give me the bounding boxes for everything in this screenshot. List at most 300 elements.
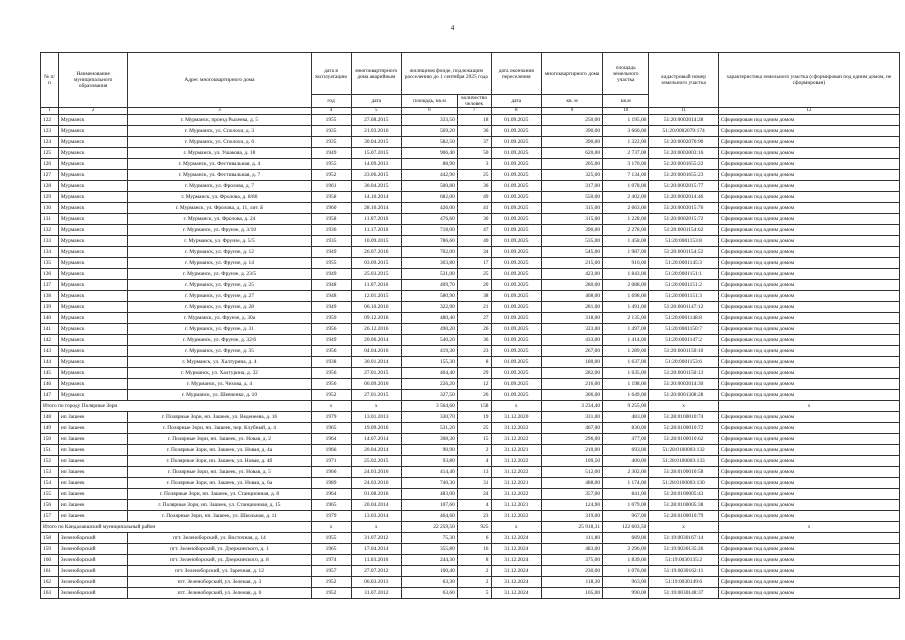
address-cell: г. Мурманск, ул. Фрунзе, д. 31 bbox=[128, 324, 311, 335]
year-cell: 1957 bbox=[311, 566, 351, 577]
cadastral-cell: 51:28:0100010:58 bbox=[649, 467, 718, 478]
planned-date-cell: 01.09.2025 bbox=[491, 269, 542, 280]
planned-date-cell: 01.09.2025 bbox=[491, 236, 542, 247]
address-cell: г. Мурманск, ул. Фрунзе, д. 28 bbox=[128, 302, 311, 313]
land-area-cell: 1 079,00 bbox=[603, 500, 649, 511]
area-cell: 75,30 bbox=[402, 533, 458, 544]
mkd-area-cell: 111,80 bbox=[542, 533, 603, 544]
total-people-cell: 158 bbox=[457, 401, 491, 412]
table-row bbox=[41, 489, 900, 500]
date-cell: 26.12.2016 bbox=[351, 324, 402, 335]
people-cell: 8 bbox=[457, 555, 491, 566]
cadastral-cell: 51:20:0001150:7 bbox=[649, 324, 718, 335]
date-cell: 30.04.2015 bbox=[351, 137, 402, 148]
year-cell: 1949 bbox=[311, 148, 351, 159]
date-cell: 14.10.2014 bbox=[351, 192, 402, 203]
municipality-cell: нп Зашеек bbox=[58, 511, 127, 522]
planned-date-cell: 31.12.2022 bbox=[491, 434, 542, 445]
cadastral-cell: 51:19:0030148:37 bbox=[649, 588, 718, 599]
land-desc-cell: Сформирован под одним домом bbox=[718, 269, 899, 280]
cadastral-cell: 51:20:0003003:16 bbox=[649, 148, 718, 159]
area-cell: 906,40 bbox=[402, 148, 458, 159]
planned-date-cell: 01.09.2025 bbox=[491, 214, 542, 225]
land-desc-cell: Сформирован под одним домом bbox=[718, 225, 899, 236]
address-cell: г. Полярные Зори, нп. Зашеек, ул. Веденеева, д. 16 bbox=[128, 412, 311, 423]
header-address: Адрес многоквартирного дома bbox=[128, 53, 311, 108]
area-cell: 476,60 bbox=[402, 214, 458, 225]
municipality-cell: Мурманск bbox=[58, 258, 127, 269]
address-cell: г. Мурманск, ул. Фрунзе, д. 35 bbox=[128, 346, 311, 357]
row-num: 150 bbox=[41, 434, 59, 445]
land-area-cell: 963,00 bbox=[603, 577, 649, 588]
people-cell: 16 bbox=[457, 544, 491, 555]
table-row bbox=[41, 357, 900, 368]
municipality-cell: Мурманск bbox=[58, 379, 127, 390]
table-body bbox=[41, 115, 900, 599]
land-desc-cell: Сформирован под одним домом bbox=[718, 500, 899, 511]
planned-date-cell: 01.09.2025 bbox=[491, 357, 542, 368]
area-cell: 308,30 bbox=[402, 434, 458, 445]
total-land-area-cell: 9 255,00 bbox=[603, 401, 649, 412]
land-desc-cell: Сформирован под одним домом bbox=[718, 566, 899, 577]
planned-date-cell: 01.09.2025 bbox=[491, 137, 542, 148]
row-num: 137 bbox=[41, 280, 59, 291]
row-num: 130 bbox=[41, 203, 59, 214]
row-num: 142 bbox=[41, 335, 59, 346]
planned-date-cell: 01.09.2025 bbox=[491, 390, 542, 401]
land-area-cell: 400,00 bbox=[603, 456, 649, 467]
address-cell: г. Мурманск, ул. Фрунзе, д. 12 bbox=[128, 247, 311, 258]
municipality-cell: нп Зашеек bbox=[58, 478, 127, 489]
mkd-area-cell: 118,30 bbox=[542, 577, 603, 588]
address-cell: г. Мурманск, ул. Фрунзе, д. 32/6 bbox=[128, 335, 311, 346]
year-cell: 1958 bbox=[311, 192, 351, 203]
municipality-cell: Зеленоборский bbox=[58, 588, 127, 599]
cadastral-cell: 51:20:0002014:46 bbox=[649, 192, 718, 203]
planned-date-cell: 31.12.2024 bbox=[491, 533, 542, 544]
people-cell: 6 bbox=[457, 533, 491, 544]
row-num: 151 bbox=[41, 445, 59, 456]
table-row bbox=[41, 588, 900, 599]
year-cell: 1955 bbox=[311, 159, 351, 170]
date-cell: 13.01.2013 bbox=[351, 412, 402, 423]
municipality-cell: Мурманск bbox=[58, 357, 127, 368]
total-land-desc-cell: x bbox=[718, 522, 899, 533]
total-label: Итого по Кандалакшский муниципальный район bbox=[41, 522, 312, 533]
land-desc-cell: Сформирован под одним домом bbox=[718, 214, 899, 225]
cadastral-cell: 51:20:0001150:13 bbox=[649, 368, 718, 379]
table-row bbox=[41, 379, 900, 390]
date-cell: 10.09.2015 bbox=[351, 236, 402, 247]
date-cell: 12.01.2015 bbox=[351, 291, 402, 302]
planned-date-cell: 31.12.2022 bbox=[491, 467, 542, 478]
cadastral-cell: 51:20:0001147:12 bbox=[649, 302, 718, 313]
area-cell: 63,30 bbox=[402, 577, 458, 588]
planned-date-cell: 31.12.2021 bbox=[491, 445, 542, 456]
area-cell: 580,90 bbox=[402, 291, 458, 302]
row-num: 153 bbox=[41, 467, 59, 478]
planned-date-cell: 01.09.2025 bbox=[491, 346, 542, 357]
row-num: 136 bbox=[41, 269, 59, 280]
table-row bbox=[41, 500, 900, 511]
area-cell: 786,60 bbox=[402, 236, 458, 247]
mkd-area-cell: 423,00 bbox=[542, 269, 603, 280]
row-num: 143 bbox=[41, 346, 59, 357]
planned-date-cell: 01.09.2025 bbox=[491, 148, 542, 159]
land-desc-cell: Сформирован под одним домом bbox=[718, 148, 899, 159]
header-planned: дата окончания переселения bbox=[491, 53, 542, 95]
column-number: 6 bbox=[402, 108, 458, 115]
table-row bbox=[41, 445, 900, 456]
total-people-cell: 925 bbox=[457, 522, 491, 533]
address-cell: г. Полярные Зори, нп. Зашеек, ул. Новая, д. 4а bbox=[128, 445, 311, 456]
municipality-cell: Зеленоборский bbox=[58, 555, 127, 566]
address-cell: пгт. Зеленоборский, ул. Зеленая, д. 6 bbox=[128, 588, 311, 599]
date-cell: 24.03.2016 bbox=[351, 478, 402, 489]
year-cell: 1949 bbox=[311, 302, 351, 313]
mkd-area-cell: 230,00 bbox=[542, 566, 603, 577]
land-area-cell: 1 198,00 bbox=[603, 379, 649, 390]
municipality-cell: Мурманск bbox=[58, 137, 127, 148]
year-cell: 1965 bbox=[311, 500, 351, 511]
table-row bbox=[41, 258, 900, 269]
people-cell: 36 bbox=[457, 335, 491, 346]
land-desc-cell: Сформирован под одним домом bbox=[718, 247, 899, 258]
land-area-cell: 2 737,00 bbox=[603, 148, 649, 159]
cadastral-cell: 51:19:0030149:6 bbox=[649, 577, 718, 588]
area-cell: 531,00 bbox=[402, 269, 458, 280]
row-num: 149 bbox=[41, 423, 59, 434]
row-num: 132 bbox=[41, 225, 59, 236]
people-cell: 13 bbox=[457, 467, 491, 478]
mkd-area-cell: 319,00 bbox=[542, 511, 603, 522]
date-cell: 14.07.2014 bbox=[351, 434, 402, 445]
area-cell: 483,00 bbox=[402, 489, 458, 500]
land-area-cell: 1 195,00 bbox=[603, 115, 649, 126]
year-cell: 1949 bbox=[311, 269, 351, 280]
planned-date-cell: 31.12.2024 bbox=[491, 588, 542, 599]
table-row bbox=[41, 478, 900, 489]
land-desc-cell: Сформирован под одним домом bbox=[718, 181, 899, 192]
land-desc-cell: Сформирован под одним домом bbox=[718, 368, 899, 379]
land-desc-cell: Сформирован под одним домом bbox=[718, 390, 899, 401]
land-desc-cell: Сформирован под одним домом bbox=[718, 412, 899, 423]
municipality-cell: Зеленоборский bbox=[58, 544, 127, 555]
area-cell: 414,40 bbox=[402, 467, 458, 478]
cadastral-cell: 51:20:0001147:2 bbox=[649, 335, 718, 346]
people-cell: 15 bbox=[457, 434, 491, 445]
land-area-cell: 1 843,00 bbox=[603, 269, 649, 280]
date-cell: 30.04.2015 bbox=[351, 181, 402, 192]
people-cell: 37 bbox=[457, 137, 491, 148]
planned-date-cell: 31.12.2024 bbox=[491, 577, 542, 588]
table-row bbox=[41, 533, 900, 544]
address-cell: г. Полярные Зори, нп. Зашеек, пер. Клубный, д. 4 bbox=[128, 423, 311, 434]
table-row bbox=[41, 137, 900, 148]
mkd-area-cell: 375,00 bbox=[542, 555, 603, 566]
land-desc-cell: Сформирован под одним домом bbox=[718, 456, 899, 467]
municipality-cell: Мурманск bbox=[58, 181, 127, 192]
land-desc-cell: Сформирован под одним домом bbox=[718, 357, 899, 368]
people-cell: 38 bbox=[457, 291, 491, 302]
column-number: 7 bbox=[457, 108, 491, 115]
cadastral-cell: 51:20:0001154:62 bbox=[649, 225, 718, 236]
land-area-cell: 2 296,00 bbox=[603, 544, 649, 555]
mkd-area-cell: 281,00 bbox=[542, 302, 603, 313]
date-cell: 23.06.2015 bbox=[351, 170, 402, 181]
row-num: 138 bbox=[41, 291, 59, 302]
people-cell: 2 bbox=[457, 445, 491, 456]
table-row bbox=[41, 412, 900, 423]
area-cell: 740,30 bbox=[402, 478, 458, 489]
address-cell: пгт. Зеленоборский, ул. Дзержинского, д. 1 bbox=[128, 544, 311, 555]
area-cell: 226,20 bbox=[402, 379, 458, 390]
mkd-area-cell: 390,00 bbox=[542, 137, 603, 148]
people-cell: 21 bbox=[457, 302, 491, 313]
area-cell: 500,80 bbox=[402, 181, 458, 192]
year-cell: 1952 bbox=[311, 577, 351, 588]
address-cell: г. Мурманск, ул. Фрунзе, д. 5/5 bbox=[128, 236, 311, 247]
planned-date-cell: 01.09.2025 bbox=[491, 302, 542, 313]
mkd-area-cell: 315,00 bbox=[542, 203, 603, 214]
year-cell: 1960 bbox=[311, 203, 351, 214]
people-cell: 26 bbox=[457, 390, 491, 401]
year-cell: 1955 bbox=[311, 533, 351, 544]
land-desc-cell: Сформирован под одним домом bbox=[718, 126, 899, 137]
column-number: 5 bbox=[351, 108, 402, 115]
land-area-cell: 1 497,00 bbox=[603, 324, 649, 335]
table-row bbox=[41, 115, 900, 126]
land-desc-cell: Сформирован под одним домом bbox=[718, 445, 899, 456]
row-num: 131 bbox=[41, 214, 59, 225]
column-number: 2 bbox=[58, 108, 127, 115]
year-cell: 1959 bbox=[311, 313, 351, 324]
subheader-sqm: кв. м bbox=[542, 95, 603, 108]
year-cell: 1956 bbox=[311, 368, 351, 379]
header-num: № п/п bbox=[41, 53, 59, 108]
cadastral-cell: 51:19:0030167:14 bbox=[649, 533, 718, 544]
total-row bbox=[41, 401, 900, 412]
municipality-cell: Мурманск bbox=[58, 214, 127, 225]
cadastral-cell: 51:28:0100003:130 bbox=[649, 478, 718, 489]
address-cell: г. Мурманск, ул. Фролова, д. 8/80 bbox=[128, 192, 311, 203]
people-cell: 8 bbox=[457, 357, 491, 368]
municipality-cell: Мурманск bbox=[58, 159, 127, 170]
land-area-cell: 1 289,00 bbox=[603, 346, 649, 357]
row-num: 134 bbox=[41, 247, 59, 258]
date-cell: 27.01.2015 bbox=[351, 368, 402, 379]
municipality-cell: Мурманск bbox=[58, 324, 127, 335]
date-cell: 25.03.2015 bbox=[351, 269, 402, 280]
year-cell: 1956 bbox=[311, 379, 351, 390]
table-row bbox=[41, 577, 900, 588]
year-cell: 1936 bbox=[311, 225, 351, 236]
municipality-cell: Мурманск bbox=[58, 346, 127, 357]
area-cell: 63,60 bbox=[402, 588, 458, 599]
area-cell: 244,30 bbox=[402, 555, 458, 566]
people-cell: 31 bbox=[457, 478, 491, 489]
date-cell: 04.04.2016 bbox=[351, 346, 402, 357]
table-row bbox=[41, 214, 900, 225]
table-row bbox=[41, 346, 900, 357]
total-land-area-cell: 122 603,50 bbox=[603, 522, 649, 533]
land-desc-cell: Сформирован под одним домом bbox=[718, 489, 899, 500]
year-cell: 1964 bbox=[311, 434, 351, 445]
date-cell: 25.02.2015 bbox=[351, 456, 402, 467]
people-cell: 23 bbox=[457, 346, 491, 357]
land-area-cell: 1 458,00 bbox=[603, 236, 649, 247]
area-cell: 540,20 bbox=[402, 335, 458, 346]
row-num: 156 bbox=[41, 500, 59, 511]
total-label: Итого по городу Полярные Зори bbox=[41, 401, 312, 412]
land-area-cell: 1 078,00 bbox=[603, 181, 649, 192]
date-cell: 20.06.2014 bbox=[351, 335, 402, 346]
land-desc-cell: Сформирован под одним домом bbox=[718, 203, 899, 214]
mkd-area-cell: 408,00 bbox=[542, 291, 603, 302]
cadastral-cell: 51:20:0001153:6 bbox=[649, 357, 718, 368]
table-row bbox=[41, 225, 900, 236]
date-cell: 28.10.2014 bbox=[351, 203, 402, 214]
land-area-cell: 477,00 bbox=[603, 434, 649, 445]
mkd-area-cell: 390,00 bbox=[542, 225, 603, 236]
planned-date-cell: 01.09.2025 bbox=[491, 247, 542, 258]
row-num: 128 bbox=[41, 181, 59, 192]
land-desc-cell: Сформирован под одним домом bbox=[718, 258, 899, 269]
row-num: 158 bbox=[41, 533, 59, 544]
year-cell: 1965 bbox=[311, 423, 351, 434]
address-cell: г. Полярные Зори, нп. Зашеек, ул. Новая, д. 5 bbox=[128, 467, 311, 478]
date-cell: 11.03.2016 bbox=[351, 555, 402, 566]
land-area-cell: 1 635,00 bbox=[603, 368, 649, 379]
mkd-area-cell: 535,00 bbox=[542, 236, 603, 247]
people-cell: 25 bbox=[457, 269, 491, 280]
cadastral-cell: 51:20:0001151:1 bbox=[649, 269, 718, 280]
cadastral-cell: 51:19:0030135:26 bbox=[649, 544, 718, 555]
land-desc-cell: Сформирован под одним домом bbox=[718, 335, 899, 346]
address-cell: г. Полярные Зори, нп. Зашеек, ул. Новая, д. 6а bbox=[128, 478, 311, 489]
table-header bbox=[41, 53, 900, 115]
row-num: 148 bbox=[41, 412, 59, 423]
planned-date-cell: 31.12.2022 bbox=[491, 423, 542, 434]
people-cell: 25 bbox=[457, 423, 491, 434]
area-cell: 490,20 bbox=[402, 324, 458, 335]
cadastral-cell: 51:19:0030162:11 bbox=[649, 566, 718, 577]
municipality-cell: нп Зашеек bbox=[58, 423, 127, 434]
mkd-area-cell: 620,00 bbox=[542, 148, 603, 159]
cadastral-cell: 51:20:0002014:30 bbox=[649, 379, 718, 390]
land-desc-cell: Сформирован под одним домом bbox=[718, 478, 899, 489]
municipality-cell: Мурманск bbox=[58, 236, 127, 247]
year-cell: 1966 bbox=[311, 445, 351, 456]
row-num: 140 bbox=[41, 313, 59, 324]
area-cell: 327,50 bbox=[402, 390, 458, 401]
area-cell: 426,00 bbox=[402, 203, 458, 214]
municipality-cell: Мурманск bbox=[58, 269, 127, 280]
column-number: 10 bbox=[603, 108, 649, 115]
total-cadastral-cell: x bbox=[649, 401, 718, 412]
total-row bbox=[41, 522, 900, 533]
area-cell: 404,40 bbox=[402, 368, 458, 379]
date-cell: 11.07.2016 bbox=[351, 280, 402, 291]
row-num: 161 bbox=[41, 566, 59, 577]
cadastral-cell: 51:20:0001655:23 bbox=[649, 170, 718, 181]
year-cell: 1966 bbox=[311, 467, 351, 478]
cadastral-cell: 51:28:0100003:133 bbox=[649, 456, 718, 467]
table-row bbox=[41, 126, 900, 137]
year-cell: 1949 bbox=[311, 247, 351, 258]
planned-date-cell: 01.09.2025 bbox=[491, 181, 542, 192]
municipality-cell: Мурманск bbox=[58, 335, 127, 346]
mkd-area-cell: 306,00 bbox=[542, 390, 603, 401]
row-num: 162 bbox=[41, 577, 59, 588]
land-desc-cell: Сформирован под одним домом bbox=[718, 346, 899, 357]
mkd-area-cell: 216,00 bbox=[542, 379, 603, 390]
area-cell: 582,50 bbox=[402, 137, 458, 148]
cadastral-cell: 51:20:0002015:76 bbox=[649, 203, 718, 214]
table-row bbox=[41, 544, 900, 555]
row-num: 141 bbox=[41, 324, 59, 335]
planned-date-cell: 31.12.2021 bbox=[491, 500, 542, 511]
date-cell: 06.09.2016 bbox=[351, 379, 402, 390]
address-cell: г. Мурманск, ул. Фрунзе, д. 27 bbox=[128, 291, 311, 302]
planned-date-cell: 31.12.2022 bbox=[491, 489, 542, 500]
land-area-cell: 1 649,00 bbox=[603, 390, 649, 401]
cadastral-cell: 51:20:0001153:8 bbox=[649, 236, 718, 247]
row-num: 157 bbox=[41, 511, 59, 522]
date-cell: 09.12.2016 bbox=[351, 313, 402, 324]
cadastral-cell: 51:19:0030135:2 bbox=[649, 555, 718, 566]
date-cell: 21.03.2016 bbox=[351, 126, 402, 137]
municipality-cell: нп Зашеек bbox=[58, 456, 127, 467]
year-cell: 1935 bbox=[311, 236, 351, 247]
date-cell: 06.03.2013 bbox=[351, 577, 402, 588]
total-area-cell: 3 564,60 bbox=[402, 401, 458, 412]
row-num: 129 bbox=[41, 192, 59, 203]
column-number: 8 bbox=[491, 108, 542, 115]
row-num: 146 bbox=[41, 379, 59, 390]
year-cell: 1955 bbox=[311, 258, 351, 269]
table-row bbox=[41, 368, 900, 379]
address-cell: г. Мурманск, ул. Фрунзе, д. 3/10 bbox=[128, 225, 311, 236]
municipality-cell: Зеленоборский bbox=[58, 533, 127, 544]
date-cell: 01.08.2016 bbox=[351, 489, 402, 500]
planned-date-cell: 31.12.2022 bbox=[491, 456, 542, 467]
planned-date-cell: 31.12.2024 bbox=[491, 566, 542, 577]
planned-date-cell: 31.12.2024 bbox=[491, 544, 542, 555]
land-area-cell: 3 170,00 bbox=[603, 159, 649, 170]
municipality-cell: нп Зашеек bbox=[58, 445, 127, 456]
subheader-count: количество человек bbox=[457, 95, 491, 108]
year-cell: 1935 bbox=[311, 126, 351, 137]
land-area-cell: 841,00 bbox=[603, 489, 649, 500]
column-number: 1 bbox=[41, 108, 59, 115]
table-row bbox=[41, 269, 900, 280]
land-area-cell: 1 987,00 bbox=[603, 247, 649, 258]
area-cell: 531,20 bbox=[402, 423, 458, 434]
land-area-cell: 689,00 bbox=[603, 533, 649, 544]
land-area-cell: 1 322,00 bbox=[603, 137, 649, 148]
area-cell: 702,00 bbox=[402, 247, 458, 258]
mkd-area-cell: 545,00 bbox=[542, 247, 603, 258]
row-num: 123 bbox=[41, 126, 59, 137]
area-cell: 303,80 bbox=[402, 258, 458, 269]
year-cell: 1979 bbox=[311, 412, 351, 423]
planned-date-cell: 01.09.2025 bbox=[491, 324, 542, 335]
land-desc-cell: Сформирован под одним домом bbox=[718, 115, 899, 126]
date-cell: 26.07.2016 bbox=[351, 247, 402, 258]
address-cell: г. Мурманск, ул. Фестивальная, д. 7 bbox=[128, 170, 311, 181]
address-cell: г. Полярные Зори, нп. Зашеек, ул. Станционная, д. 15 bbox=[128, 500, 311, 511]
